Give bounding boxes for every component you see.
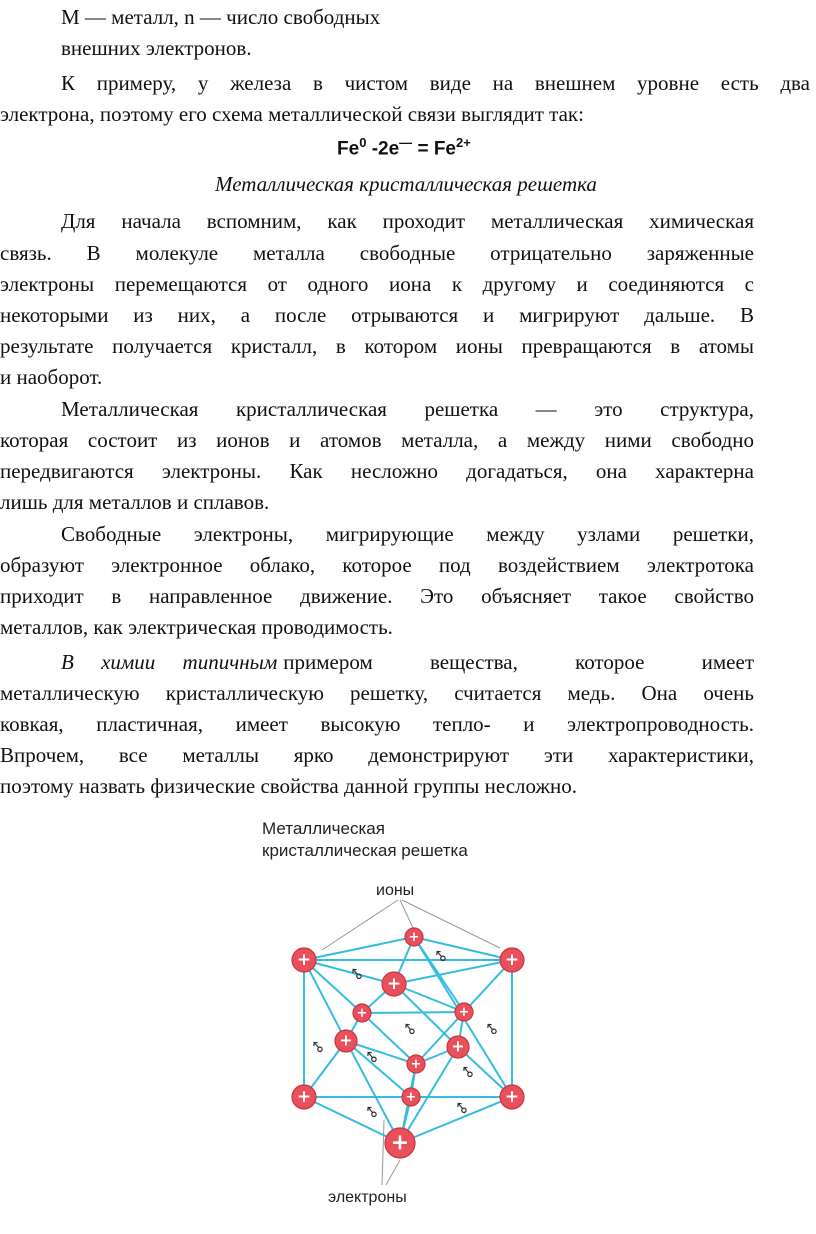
bond-paragraph-line-4: некоторыми из них, а после отрываются и мигрируют дальше. В [0,303,754,327]
electrons-paragraph-line-1: Свободные электроны, мигрирующие между узлами решетки, [61,522,754,546]
electron-arrow [462,1066,470,1075]
iron-paragraph-line-1: К примеру, у железа в чистом виде на внешнем уровне есть два [61,71,810,95]
copper-paragraph-line-3: ковкая, пластичная, имеет высокую тепло- и электропроводность. [0,712,754,736]
copper-paragraph-line-4: Впрочем, все металлы ярко демонстрируют эти характеристики, [0,743,754,767]
label-pointer-line [382,1120,384,1185]
electron-icon [312,1041,323,1053]
electron-arrow [486,1023,494,1032]
ion-node [500,948,524,972]
electrons-paragraph-line-4: металлов, как электрическая проводимость. [0,615,393,639]
electron-icon [366,1106,377,1118]
ion-node [447,1036,469,1058]
bond-paragraph-line-1: Для начала вспомним, как проходит металлическая химическая [61,209,754,233]
bond-paragraph-line-2: связь. В молекуле металла свободные отрицательно заряженные [0,241,754,265]
lattice-paragraph-line-4: лишь для металлов и сплавов. [0,490,270,514]
electron-icon [486,1023,497,1035]
electron-arrow [435,950,443,959]
ion-plus-sign: + [458,1004,470,1020]
ion-plus-sign: + [504,950,520,971]
lattice-paragraph-line-3: передвигаются электроны. Как несложно догадаться, она характерна [0,459,754,483]
electrons-label: электроны [328,1189,407,1206]
ion-node [335,1030,357,1052]
figure-title-line-1: Металлическая [262,819,385,838]
label-pointer-line [386,1160,400,1185]
electron-arrow [404,1023,412,1032]
ion-node [402,1088,420,1106]
ion-node [405,928,423,946]
ion-node [292,1085,316,1109]
lattice-paragraph-line-2: которая состоит из ионов и атомов металла, а между ними свободно [0,428,754,452]
bond-paragraph-line-3: электроны перемещаются от одного иона к другому и соединяются с [0,272,754,296]
electron-arrow [312,1041,320,1050]
electron-arrow [366,1106,374,1115]
ion-node [385,1128,415,1158]
ion-plus-sign: + [504,1087,520,1108]
electrons-paragraph-line-3: приходит в направленное движение. Это объясняет такое свойство [0,584,754,608]
ions-label: ионы [376,882,415,899]
figure-title-line-2: кристаллическая решетка [262,841,468,860]
copper-paragraph-line-2: металлическую кристаллическую решетку, считается медь. Она очень [0,681,754,705]
copper-line-1-rest: примером вещества, которое имеет [283,650,754,674]
lattice-bond-line [304,1097,400,1143]
electron-icon [456,1102,467,1114]
copper-paragraph-line-5: поэтому назвать физические свойства данной группы несложно. [0,774,577,798]
bond-paragraph-line-6: и наоборот. [0,365,103,389]
ion-plus-sign: + [296,1087,312,1108]
ion-node [407,1055,425,1073]
copper-italic-phrase: В химии типичным [61,650,278,674]
lattice-bond-line [362,1012,464,1013]
ion-node [455,1003,473,1021]
electron-icon [404,1023,415,1035]
iron-paragraph-line-2: электрона, поэтому его схема металлической связи выглядит так: [0,102,584,126]
ion-plus-sign: + [405,1089,417,1105]
ion-node [382,972,406,996]
lattice-paragraph-line-1: Металлическая кристаллическая решетка — это структура, [61,397,754,421]
lattice-bond-line [304,937,414,960]
electron-icon [462,1066,473,1078]
intro-line-2: внешних электронов. [61,36,252,60]
electron-arrow [366,1051,374,1060]
lattice-bond-line [304,960,346,1041]
ion-nodes [292,928,524,1158]
ion-plus-sign: + [390,1130,410,1156]
electrons-paragraph-line-2: образуют электронное облако, которое под воздействием электротока [0,553,754,577]
iron-formula: Fe$^0$ $-2e^— = Fe^{2+}$ [337,135,471,160]
ion-plus-sign: + [356,1005,368,1021]
section-caption: Металлическая кристаллическая решетка [215,172,597,196]
ion-plus-sign: + [410,1056,422,1072]
ion-plus-sign: + [451,1036,465,1056]
ion-plus-sign: + [339,1030,353,1050]
electron-arrow [456,1102,464,1111]
intro-line-1: М — металл, n — число свободных [61,5,381,29]
ion-node [292,948,316,972]
ion-node [353,1004,371,1022]
ion-node [500,1085,524,1109]
ion-plus-sign: + [386,974,402,995]
lattice-bond-line [414,937,512,960]
ion-plus-sign: + [296,950,312,971]
lattice-bond-line [362,1013,416,1064]
bond-paragraph-line-5: результате получается кристалл, в котором ионы превращаются в атомы [0,334,754,358]
ion-plus-sign: + [408,929,420,945]
